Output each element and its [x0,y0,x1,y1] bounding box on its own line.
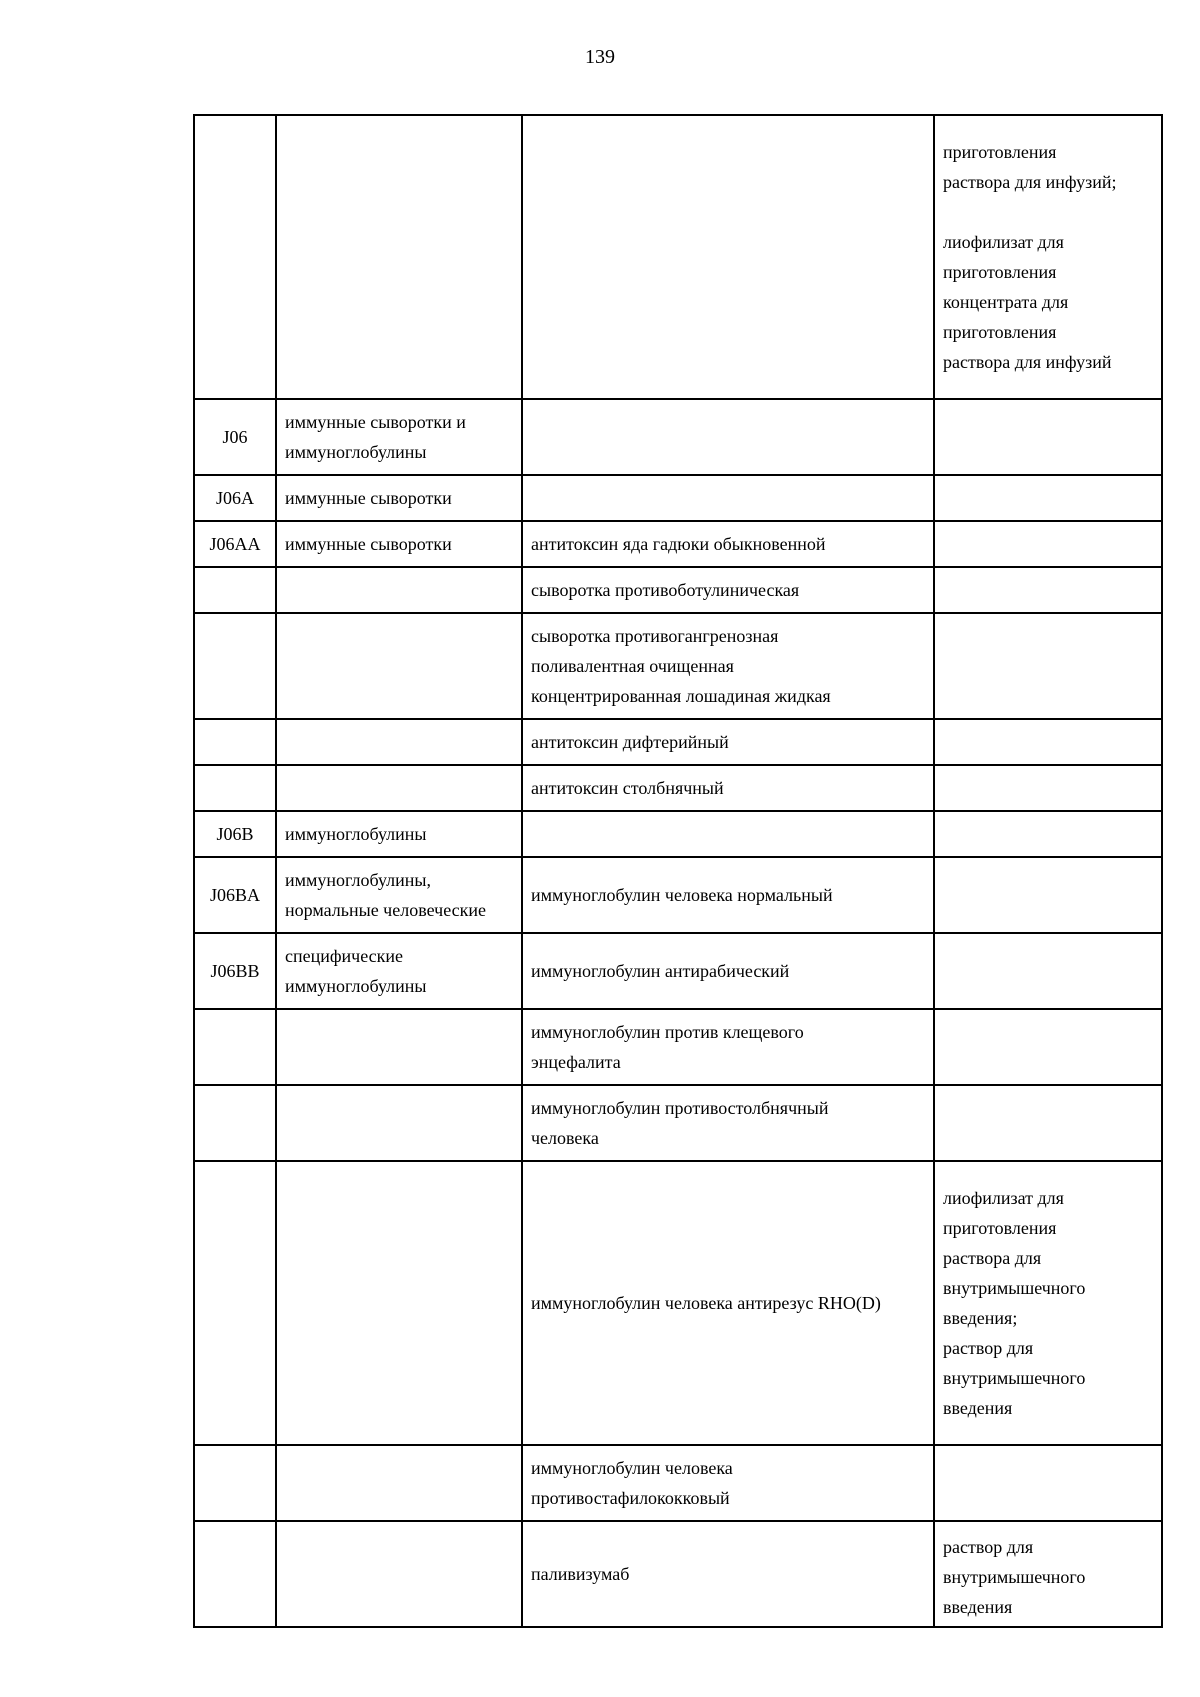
atc-code-cell: J06BB [194,933,276,1009]
form-cell [934,811,1162,857]
table-row [194,1445,1162,1521]
drug-cell [522,115,934,399]
atc-code-cell [194,1445,276,1521]
form-cell [934,613,1162,719]
drug-cell [522,475,934,521]
group-line: иммунные сыворотки и [285,412,466,432]
table-row [194,719,1162,765]
drug-line: концентрированная лошадиная жидкая [531,686,831,706]
form-cell [934,1521,1162,1627]
drug-table [193,114,1163,1628]
form-cell [934,1445,1162,1521]
group-cell [276,765,522,811]
drug-cell: иммуноглобулин антирабический [522,933,934,1009]
atc-code-cell [194,1521,276,1627]
form-line: внутримышечного [943,1278,1086,1298]
atc-code-cell [194,765,276,811]
drug-cell: сыворотка противоботулиническая [522,567,934,613]
table-row [194,765,1162,811]
table-row [194,115,1162,399]
group-line: иммуноглобулины [285,442,427,462]
form-line: введения; [943,1308,1018,1328]
group-cell: иммунные сыворотки [276,521,522,567]
form-line: лиофилизат для [943,232,1064,252]
drug-line: иммуноглобулин человека [531,1458,733,1478]
group-cell [276,1445,522,1521]
drug-cell: антитоксин дифтерийный [522,719,934,765]
form-cell [934,399,1162,475]
group-cell [276,857,522,933]
form-cell [934,857,1162,933]
table-row [194,811,1162,857]
form-cell [934,115,1162,399]
table-row [194,933,1162,1009]
table-row [194,1085,1162,1161]
atc-code-cell: J06A [194,475,276,521]
drug-line: иммуноглобулин против клещевого [531,1022,804,1042]
form-line: приготовления [943,262,1057,282]
drug-cell: иммуноглобулин человека нормальный [522,857,934,933]
drug-line: энцефалита [531,1052,621,1072]
atc-code-cell: J06 [194,399,276,475]
form-cell [934,1161,1162,1445]
drug-line: сыворотка противогангренозная [531,626,779,646]
atc-code-cell [194,567,276,613]
group-cell [276,1085,522,1161]
group-cell [276,613,522,719]
group-cell [276,567,522,613]
drug-cell: паливизумаб [522,1521,934,1627]
drug-cell [522,1085,934,1161]
group-line: иммуноглобулины [285,976,427,996]
drug-cell: иммуноглобулин человека антирезус RHO(D) [522,1161,934,1445]
form-line: раствор для [943,1338,1034,1358]
form-cell [934,475,1162,521]
drug-line: человека [531,1128,599,1148]
form-line: введения [943,1398,1013,1418]
group-cell [276,719,522,765]
group-cell: иммуноглобулины [276,811,522,857]
atc-code-cell: J06AA [194,521,276,567]
group-line: иммуноглобулины, [285,870,432,890]
form-cell [934,1009,1162,1085]
form-line: приготовления [943,142,1057,162]
form-cell [934,933,1162,1009]
form-cell [934,765,1162,811]
group-cell [276,1161,522,1445]
form-cell [934,567,1162,613]
group-line: специфические [285,946,404,966]
atc-code-cell [194,1161,276,1445]
form-line: приготовления [943,1218,1057,1238]
atc-code-cell [194,115,276,399]
group-cell [276,1009,522,1085]
group-cell [276,1521,522,1627]
form-line: введения [943,1597,1013,1617]
drug-line: иммуноглобулин противостолбнячный [531,1098,829,1118]
table-row [194,1161,1162,1445]
atc-code-cell [194,719,276,765]
form-line: приготовления [943,322,1057,342]
atc-code-cell [194,1085,276,1161]
form-line: концентрата для [943,292,1069,312]
form-line: раствора для инфузий; [943,172,1117,192]
drug-line: поливалентная очищенная [531,656,734,676]
atc-code-cell: J06B [194,811,276,857]
drug-line: противостафилококковый [531,1488,730,1508]
atc-code-cell [194,613,276,719]
group-cell [276,399,522,475]
group-line: нормальные человеческие [285,900,486,920]
form-cell [934,1085,1162,1161]
drug-cell [522,1009,934,1085]
group-cell [276,115,522,399]
drug-cell: антитоксин яда гадюки обыкновенной [522,521,934,567]
drug-cell [522,399,934,475]
table-row [194,521,1162,567]
form-line: раствора для [943,1248,1042,1268]
table-row [194,399,1162,475]
page-number: 139 [585,46,615,68]
group-cell: иммунные сыворотки [276,475,522,521]
form-line: раствора для инфузий [943,352,1112,372]
drug-cell [522,811,934,857]
drug-cell [522,1445,934,1521]
table-row [194,857,1162,933]
atc-code-cell: J06BA [194,857,276,933]
table-row [194,613,1162,719]
form-cell [934,521,1162,567]
drug-cell: антитоксин столбнячный [522,765,934,811]
drug-cell [522,613,934,719]
table-row [194,567,1162,613]
form-cell [934,719,1162,765]
form-line: внутримышечного [943,1368,1086,1388]
form-line: лиофилизат для [943,1188,1064,1208]
group-cell [276,933,522,1009]
form-line: внутримышечного [943,1567,1086,1587]
table-row [194,475,1162,521]
form-line: раствор для [943,1537,1034,1557]
table-row [194,1521,1162,1627]
atc-code-cell [194,1009,276,1085]
table-row [194,1009,1162,1085]
